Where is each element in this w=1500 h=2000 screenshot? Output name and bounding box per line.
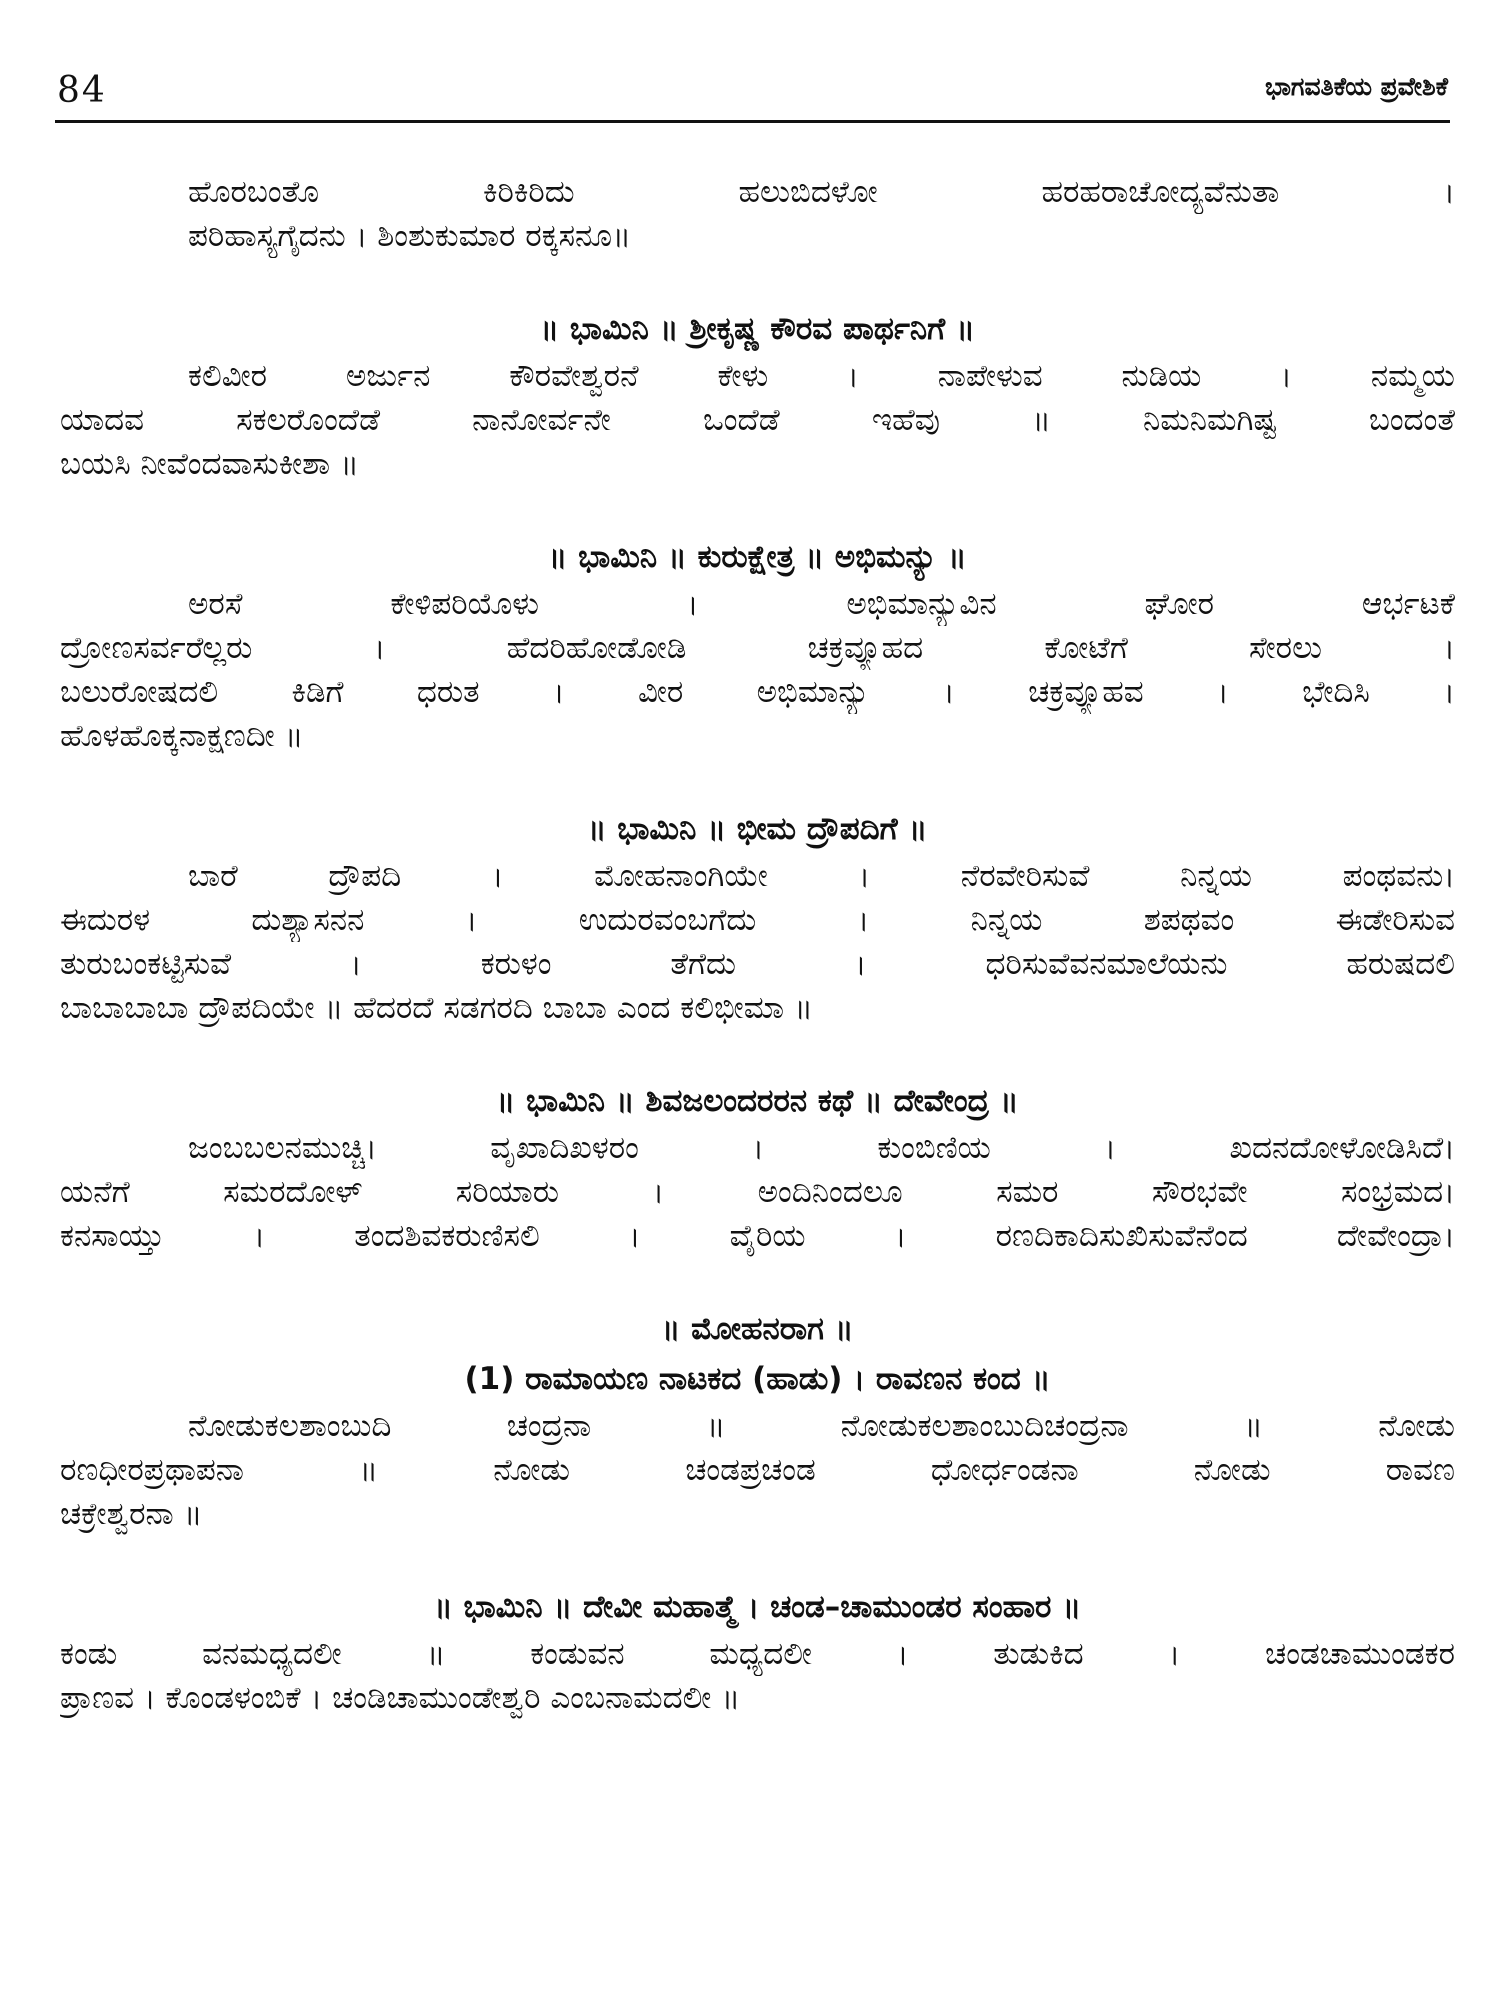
verse-line: ಬಾಬಾಬಾಬಾ ದ್ರೌಪದಿಯೇ ॥ ಹೆದರದೆ ಸಡಗರದಿ ಬಾಬಾ ಎಂದ ಕಲಿಭೀಮಾ ॥: [60, 990, 813, 1026]
verse-line: ಕಲಿವೀರ ಅರ್ಜುನ ಕೌರವೇಶ್ವರನೆ ಕೇಳು । ನಾಪೇಳುವ ನುಡಿಯ । ನಮ್ಮಯ: [188, 358, 1455, 394]
section-heading: ॥ ಭಾಮಿನಿ ॥ ಕುರುಕ್ಷೇತ್ರ ॥ ಅಭಿಮನ್ಯು ॥: [548, 539, 967, 575]
verse-line: ಬಾರೆ ದ್ರೌಪದಿ । ಮೋಹನಾಂಗಿಯೇ । ನೆರವೇರಿಸುವೆ ನಿನ್ನಯ ಪಂಥವನು।: [188, 858, 1455, 894]
verse-line: ಯನೆಗೆ ಸಮರದೋಳ್ ಸರಿಯಾರು । ಅಂದಿನಿಂದಲೂ ಸಮರ ಸೌರಭವೇ ಸಂಭ್ರಮದ।: [60, 1174, 1455, 1210]
intro-verse: [60, 170, 1455, 258]
section-bhamini-krishna: [60, 304, 1455, 486]
verse-line: ಪ್ರಾಣವ । ಕೊಂಡಳಂಬಿಕೆ । ಚಂಡಿಚಾಮುಂಡೇಶ್ವರಿ ಎಂಬನಾಮದಲೀ ॥: [60, 1680, 741, 1716]
running-title: ಭಾಗವತಿಕೆಯ ಪ್ರವೇಶಿಕೆ: [1265, 72, 1448, 101]
verse-line: ಈದುರಳ ದುಶ್ಯಾಸನನ । ಉದುರವಂಬಗೆದು । ನಿನ್ನಯ ಶಪಥವಂ ಈಡೇರಿಸುವ: [60, 902, 1455, 938]
verse-line: ದ್ರೋಣಸರ್ವರೆಲ್ಲರು । ಹೆದರಿಹೋಡೋಡಿ ಚಕ್ರವ್ಯೂಹದ ಕೋಟೆಗೆ ಸೇರಲು ।: [60, 630, 1455, 666]
verse-line: ರಣಧೀರಪ್ರಥಾಪನಾ ॥ ನೋಡು ಚಂಡಪ್ರಚಂಡ ಧೋರ್ಧಂಡನಾ ನೋಡು ರಾವಣ: [60, 1452, 1455, 1488]
verse-line: ಯಾದವ ಸಕಲರೊಂದೆಡೆ ನಾನೋರ್ವನೇ ಒಂದೆಡೆ ಇಹೆವು ॥ ನಿಮನಿಮಗಿಷ್ಟ ಬಂದಂತೆ: [60, 402, 1455, 438]
verse-line: ಕನಸಾಯ್ತು । ತಂದಶಿವಕರುಣಿಸಲಿ । ವೈರಿಯ । ರಣದಿಕಾದಿಸುಖಿಸುವೆನೆಂದ ದೇವೇಂದ್ರಾ।: [60, 1218, 1455, 1254]
verse-line: ಬಯಸಿ ನೀವೆಂದವಾಸುಕೀಶಾ ॥: [60, 446, 359, 482]
header-rule: [55, 120, 1450, 123]
verse-line: ಹೊರಬಂತೊ ಕಿರಿಕಿರಿದು ಹಲುಬಿದಳೋ ಹರಹರಾಚೋದ್ಯವೆನುತಾ ।: [188, 174, 1455, 210]
page-header: [55, 62, 1450, 122]
verse-line: ಪರಿಹಾಸ್ಯಗೈದನು । ಶಿಂಶುಕುಮಾರ ರಕ್ಕಸನೂ॥: [188, 218, 631, 254]
page-number: 84: [57, 70, 107, 111]
section-bhamini-abhimanyu: [60, 532, 1455, 758]
verse-line: ಚಕ್ರೇಶ್ವರನಾ ॥: [60, 1496, 203, 1532]
verse-line: ಅರಸೆ ಕೇಳಿಪರಿಯೊಳು । ಅಭಿಮಾನ್ಯುವಿನ ಘೋರ ಆರ್ಭಟಕೆ: [188, 586, 1455, 622]
verse-line: ತುರುಬಂಕಟ್ಟಿಸುವೆ । ಕರುಳಂ ತೆಗೆದು । ಧರಿಸುವೆವನಮಾಲೆಯನು ಹರುಷದಲಿ: [60, 946, 1455, 982]
section-bhamini-bhima: [60, 804, 1455, 1030]
section-heading: ॥ ಮೋಹನರಾಗ ॥: [661, 1311, 854, 1347]
section-heading: ॥ ಭಾಮಿನಿ ॥ ಭೀಮ ದ್ರೌಪದಿಗೆ ॥: [587, 811, 928, 847]
section-subheading: (1) ರಾಮಾಯಣ ನಾಟಕದ (ಹಾಡು) । ರಾವಣನ ಕಂದ ॥: [464, 1361, 1051, 1397]
section-mohanaraga: [60, 1304, 1455, 1536]
verse-line: ಬಲುರೋಷದಲಿ ಕಿಡಿಗೆ ಧರುತ । ವೀರ ಅಭಿಮಾನ್ಯು । ಚಕ್ರವ್ಯೂಹವ । ಭೇದಿಸಿ ।: [60, 674, 1455, 710]
verse-line: ಹೊಳಹೊಕ್ಕನಾಕ್ಷಣದೀ ॥: [60, 718, 304, 754]
section-bhamini-devi-mahatme: [60, 1582, 1455, 1720]
section-heading: ॥ ಭಾಮಿನಿ ॥ ದೇವೀ ಮಹಾತ್ಮೆ । ಚಂಡ–ಚಾಮುಂಡರ ಸಂಹಾರ ॥: [433, 1589, 1082, 1625]
page-body: [60, 170, 1455, 1720]
section-heading: ॥ ಭಾಮಿನಿ ॥ ಶ್ರೀಕೃಷ್ಣ ಕೌರವ ಪಾರ್ಥನಿಗೆ ॥: [540, 311, 975, 347]
verse-line: ನೋಡುಕಲಶಾಂಬುದಿ ಚಂದ್ರನಾ ॥ ನೋಡುಕಲಶಾಂಬುದಿಚಂದ್ರನಾ ॥ ನೋಡು: [188, 1408, 1455, 1444]
verse-line: ಜಂಬಬಲನಮುಚ್ಚಿ। ವೃಖಾದಿಖಳರಂ । ಕುಂಬಿಣಿಯ । ಖದನದೋಳೋಡಿಸಿದೆ।: [188, 1130, 1455, 1166]
verse-line: ಕಂಡು ವನಮಧ್ಯದಲೀ ॥ ಕಂಡುವನ ಮಧ್ಯದಲೀ । ತುಡುಕಿದ । ಚಂಡಚಾಮುಂಡಕರ: [60, 1636, 1455, 1672]
section-bhamini-devendra: [60, 1076, 1455, 1258]
section-heading: ॥ ಭಾಮಿನಿ ॥ ಶಿವಜಲಂದರರನ ಕಥೆ ॥ ದೇವೇಂದ್ರ ॥: [496, 1083, 1019, 1119]
